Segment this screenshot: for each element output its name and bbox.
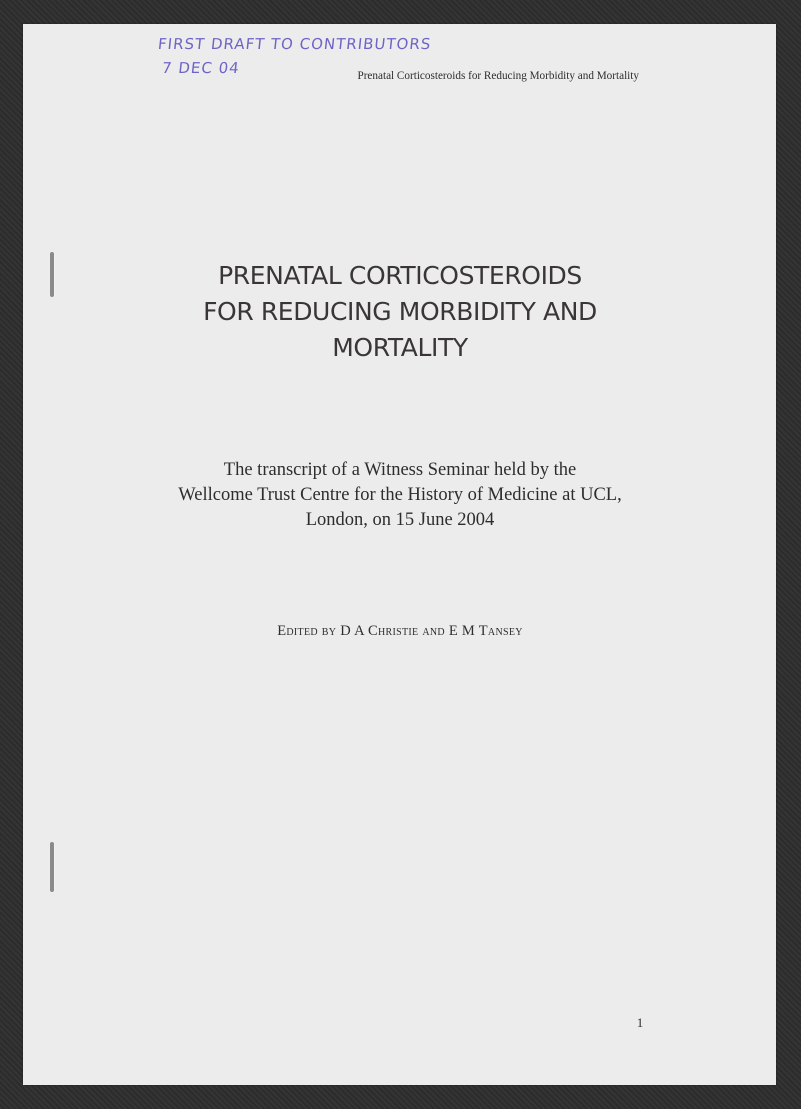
document-subtitle	[100, 458, 700, 533]
staple-top	[50, 252, 54, 297]
title-line-3: MORTALITY	[332, 333, 468, 362]
subtitle-line-2: Wellcome Trust Centre for the History of Medicine at UCL,	[178, 485, 622, 505]
staple-bottom	[50, 842, 54, 892]
subtitle-line-3: London, on 15 June 2004	[305, 510, 495, 530]
editors-line: Edited by D A Christie and E M Tansey	[277, 623, 523, 639]
handwritten-annotation-line2: 7 DEC 04	[161, 59, 241, 77]
title-line-1: PRENATAL CORTICOSTEROIDS	[218, 261, 582, 290]
running-header: Prenatal Corticosteroids for Reducing Morbidity and Mortality	[357, 70, 639, 82]
subtitle-line-1: The transcript of a Witness Seminar held by the	[223, 460, 577, 480]
document-page	[23, 24, 776, 1085]
document-title	[60, 258, 740, 366]
title-line-2: FOR REDUCING MORBIDITY AND	[203, 297, 597, 326]
page-number: 1	[636, 1015, 644, 1030]
handwritten-annotation-line1: FIRST DRAFT TO CONTRIBUTORS	[157, 35, 433, 53]
